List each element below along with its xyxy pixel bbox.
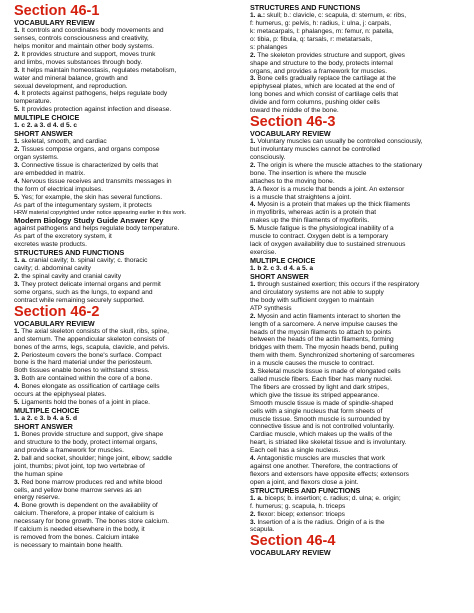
- answer-line: toward the middle of the bone.: [250, 107, 339, 115]
- answer-text: flexor: bicep; extensor: triceps: [255, 510, 345, 518]
- subsection-heading: VOCABULARY REVIEW: [250, 548, 331, 558]
- item-number: 3.: [250, 75, 256, 83]
- item-number: 2.: [14, 50, 20, 58]
- answer-line: long bones and which consist of cartilage cells that: [250, 91, 399, 99]
- answer-text: It provides structure and support, moves trunk: [19, 50, 156, 58]
- answer-line: k: metacarpals, l: phalanges, m: femur, n: patella,: [250, 28, 394, 36]
- answer-line: [14, 273, 242, 281]
- answer-line: [14, 328, 242, 336]
- answer-text: Skeletal muscle tissue is made of elongated cells: [255, 368, 401, 376]
- answer-line: against pathogens and helps regulate body temperature.: [14, 225, 180, 233]
- answer-text: biceps; b. insertion; c. radius; d. ulna; e. origin;: [262, 494, 401, 502]
- answer-line: [14, 27, 242, 35]
- answer-line: [14, 479, 242, 487]
- answer-line: bone. The insertion is where the muscle: [250, 169, 367, 177]
- answer-line: length of a sarcomere. A nerve impulse causes the: [250, 320, 398, 328]
- answer-text: The skeleton provides structure and support, gives: [255, 51, 405, 59]
- answer-line: [250, 511, 474, 519]
- item-number: 1.: [14, 27, 20, 35]
- answer-line: heart, is striated like skeletal tissue and is involuntary.: [250, 439, 407, 447]
- answer-line: [250, 313, 474, 321]
- answer-line: consciously.: [250, 154, 286, 161]
- item-number: 3.: [14, 162, 20, 170]
- answer-line: [250, 495, 474, 503]
- copyright-notice: HRW material copyrighted under notice appearing earlier in this work.: [14, 209, 187, 216]
- answer-line: open a joint, and flexors close a joint.: [250, 478, 359, 486]
- answer-line: contract while remaining securely supported.: [14, 296, 145, 304]
- answer-line: bones of the arms, legs, scapula, clavicle, and pelvis.: [14, 343, 170, 351]
- answer-line: [14, 194, 242, 202]
- item-number: 2.: [250, 51, 256, 59]
- answer-line: necessary for bone growth. The bones store calcium.: [14, 518, 169, 526]
- item-number: 1. a.: [250, 494, 263, 502]
- answer-line: f: humerus, g: pelvis, h: radius, i: ulna, j: carpals,: [250, 20, 392, 28]
- answer-line: organ systems.: [14, 154, 59, 162]
- answer-line: some organs, such as the lungs, to expand and: [14, 288, 153, 296]
- item-number: 3.: [14, 280, 20, 288]
- item-number: 1.: [14, 138, 20, 146]
- answer-line: makes up the thin filaments of myofibrils.: [250, 217, 370, 225]
- answer-line: calcium. Therefore, a proper intake of calcium is: [14, 510, 155, 518]
- item-number: 2.: [250, 161, 256, 169]
- answer-line: lack of oxygen availability due to sustained strenuous: [250, 240, 406, 248]
- answer-line: [250, 201, 474, 209]
- item-number: 2.: [250, 312, 256, 320]
- answer-line: bridges with them. The myosin heads bend, pulling: [250, 344, 399, 352]
- answer-line: and structure to the body, protect internal organs,: [14, 439, 158, 447]
- item-number: 1.: [250, 138, 256, 146]
- answer-line: 1. a 2. c 3. b 4. a 5. d: [14, 415, 78, 423]
- answer-line: against one another. Therefore, the contractions of: [250, 462, 398, 470]
- answer-line: heads of the myosin filaments to attach to points: [250, 328, 392, 336]
- answer-line: the human spine: [14, 470, 63, 478]
- answer-text: Myosin is a protein that makes up the thick filaments: [255, 201, 411, 209]
- answer-text: The origin is where the muscle attaches to the stationary: [255, 161, 423, 169]
- answer-line: bone is the hard material under the periosteum.: [14, 359, 153, 367]
- answer-line: f. humerus; g. scapula, h. triceps: [250, 502, 346, 510]
- answer-line: [250, 186, 474, 194]
- answer-line: [250, 52, 474, 60]
- answer-line: occurs at the epiphyseal plates.: [14, 391, 107, 399]
- answer-line: scapula.: [250, 526, 275, 534]
- answer-line: epiphyseal plates, which are located at the end of: [250, 83, 395, 91]
- answer-line: [14, 178, 242, 186]
- answer-line: and limbs, moves substances through body.: [14, 58, 143, 66]
- item-number: 2.: [250, 510, 256, 518]
- answer-text: Connective tissue is characterized by cells that: [19, 162, 159, 170]
- answer-line: [250, 281, 474, 289]
- answer-line: [14, 257, 242, 265]
- answer-text: Nervous tissue receives and transmits messages in: [19, 178, 172, 186]
- answer-line: and sternum. The appendicular skeleton consists of: [14, 335, 165, 343]
- item-number: 2.: [14, 146, 20, 154]
- answer-line: flexors and extensors have opposite effects; extensors: [250, 470, 409, 478]
- answer-line: is removed from the bones. Calcium intake: [14, 533, 139, 541]
- answer-line: and circulatory systems are not able to supply: [250, 289, 384, 296]
- answer-line: [14, 502, 242, 510]
- answer-text: It provides protection against infection and disease.: [19, 106, 172, 114]
- section-heading: Section 46-4: [250, 533, 336, 550]
- subsection-heading: SHORT ANSWER: [250, 271, 309, 281]
- answer-text: A flexor is a muscle that bends a joint. An extensor: [255, 185, 405, 193]
- answer-line: called muscle fibers. Each fiber has many nuclei.: [250, 375, 393, 383]
- answer-line: [14, 375, 242, 383]
- subsection-heading: STRUCTURES AND FUNCTIONS: [14, 247, 125, 257]
- answer-line: [250, 75, 474, 83]
- item-number: 5.: [250, 225, 256, 233]
- answer-text: Insertion of a is the radius. Origin of a is the: [255, 518, 385, 526]
- item-number: 4.: [14, 90, 20, 98]
- answer-line: [250, 138, 474, 146]
- answer-line: is a muscle that straightens a joint.: [250, 193, 352, 201]
- item-number: 3.: [250, 518, 256, 526]
- answer-text: ball and socket, shoulder; hinge joint, elbow; saddle: [19, 454, 172, 462]
- answer-text: Red bone marrow produces red and white blood: [19, 478, 163, 486]
- answer-line: 1. c 2. a 3. d 4. d 5. c: [14, 122, 78, 130]
- answer-line: [250, 519, 474, 527]
- item-number: 1. a.: [14, 257, 27, 265]
- answer-line: [14, 431, 242, 439]
- answer-line: shape and structure to the body, protects internal: [250, 59, 393, 67]
- answer-line: ATP synthesis: [250, 304, 292, 312]
- section-heading: Section 46-3: [250, 113, 336, 130]
- answer-line: [250, 455, 474, 463]
- answer-line: 1. b 2. c 3. d 4. a 5. a: [250, 264, 314, 272]
- answer-line: [14, 90, 242, 98]
- subsection-heading: STRUCTURES AND FUNCTIONS: [250, 3, 361, 12]
- answer-line: cells, and yellow bone marrow serves as an: [14, 486, 142, 494]
- answer-line: [14, 146, 242, 154]
- answer-line: are embedded in matrix.: [14, 170, 86, 178]
- subsection-heading: STRUCTURES AND FUNCTIONS: [250, 485, 361, 495]
- subsection-heading: MULTIPLE CHOICE: [250, 255, 316, 265]
- item-number: 3.: [14, 478, 20, 486]
- answer-line: divide and form columns, pushing older cells: [250, 99, 380, 107]
- answer-line: [14, 162, 242, 170]
- answer-text: skull; b.: clavicle, c: scapula, d: sternum, e: ribs,: [265, 12, 407, 20]
- answer-text: Bones provide structure and support, give shape: [19, 431, 164, 439]
- answer-line: [14, 383, 242, 391]
- item-number: 2.: [14, 454, 20, 462]
- answer-line: is necessary to maintain bone health.: [14, 541, 123, 549]
- item-number: 5.: [14, 193, 20, 201]
- item-number: 3.: [14, 375, 20, 383]
- section-heading: Section 46-2: [14, 303, 100, 320]
- answer-line: exercise.: [250, 248, 277, 256]
- item-number: 2.: [14, 351, 20, 359]
- answer-text: cranial cavity; b. spinal cavity; c. thoracic: [26, 257, 148, 265]
- answer-text: They protect delicate internal organs and permit: [19, 280, 161, 288]
- answer-line: The fibers are crossed by light and dark stripes,: [250, 383, 389, 391]
- answer-line: helps monitor and maintain other body systems.: [14, 43, 155, 51]
- answer-text: Bone cells gradually replace the cartilage at the: [255, 75, 396, 83]
- item-number: 3.: [250, 368, 256, 376]
- answer-line: [14, 67, 242, 75]
- answer-line: joint, thumbs; pivot joint, top two vertebrae of: [14, 462, 145, 470]
- answer-line: o: tibia, p: fibula, q: tarsals, r: metatarsals,: [250, 35, 373, 43]
- answer-text: Muscle fatigue is the physiological inability of a: [255, 225, 394, 233]
- answer-line: [14, 51, 242, 59]
- answer-line: organs, and provides a framework for muscles.: [250, 67, 388, 75]
- answer-line: [14, 455, 242, 463]
- subsection-heading: MULTIPLE CHOICE: [14, 405, 80, 415]
- subsection-heading: SHORT ANSWER: [14, 129, 73, 139]
- answer-text: Antagonistic muscles are muscles that work: [255, 455, 385, 463]
- answer-line: [250, 368, 474, 376]
- answer-line: Each cell has a single nucleus.: [250, 447, 341, 455]
- answer-key-title: Modern Biology Study Guide Answer Key: [14, 215, 164, 225]
- right-column: [250, 4, 474, 558]
- answer-line: As part of the excretory system, it: [14, 233, 112, 241]
- answer-line: As part of the integumentary system, it protects: [14, 201, 152, 209]
- answer-text: Bone growth is dependent on the availability of: [19, 502, 158, 510]
- answer-line: the form of electrical impulses.: [14, 185, 104, 193]
- item-number: 4.: [14, 383, 20, 391]
- left-column: [14, 4, 242, 550]
- answer-line: muscle tissue. Smooth muscle is surrounded by: [250, 415, 390, 423]
- subsection-heading: VOCABULARY REVIEW: [250, 128, 331, 138]
- answer-text: skeletal, smooth, and cardiac: [19, 138, 107, 146]
- subsection-heading: VOCABULARY REVIEW: [14, 318, 95, 328]
- item-number: 4.: [250, 201, 256, 209]
- answer-line: connective tissue and is not controlled voluntarily.: [250, 423, 395, 431]
- answer-line: sexual development, and reproduction.: [14, 82, 128, 90]
- answer-line: attaches to the moving bone.: [250, 177, 335, 185]
- answer-line: [14, 281, 242, 289]
- item-number: 1.: [250, 281, 256, 289]
- item-number: 3.: [250, 185, 256, 193]
- subsection-heading: VOCABULARY REVIEW: [14, 18, 95, 27]
- answer-text: Ligaments hold the bones of a joint in place.: [19, 398, 150, 406]
- answer-line: [14, 138, 242, 146]
- answer-text: Bones elongate as ossification of cartilage cells: [19, 383, 160, 391]
- answer-line: [250, 225, 474, 233]
- answer-line: in a muscle causes the muscle to contract.: [250, 360, 375, 368]
- item-number: 4.: [250, 455, 256, 463]
- item-number: 1.: [14, 431, 20, 439]
- answer-line: s: phalanges: [250, 43, 288, 51]
- answer-text: Myosin and actin filaments interact to shorten the: [255, 312, 401, 320]
- answer-line: but involuntary muscles cannot be controlled: [250, 146, 381, 154]
- item-number: 4.: [14, 178, 20, 186]
- item-number: 4.: [14, 502, 20, 510]
- answer-text: Voluntary muscles can usually be controlled consciously,: [255, 138, 423, 146]
- answer-line: Both tissues enable bones to withstand stress.: [14, 367, 150, 375]
- answer-line: muscle to contract. Oxygen debt is a temporary: [250, 233, 389, 241]
- item-number: 2.: [14, 272, 20, 280]
- answer-line: them with them. Synchronized shortening of sarcomeres: [250, 352, 415, 360]
- answer-line: which give the tissue its striped appearance.: [250, 391, 380, 399]
- answer-line: senses, controls consciousness and creativity,: [14, 35, 149, 43]
- answer-line: [250, 12, 474, 20]
- item-number: 1.: [14, 327, 20, 335]
- section-heading: Section 46-1: [14, 3, 100, 19]
- item-number: 1. a.:: [250, 12, 266, 20]
- answer-line: water and mineral balance, growth and: [14, 74, 128, 82]
- answer-text: the spinal cavity and cranial cavity: [19, 272, 122, 280]
- answer-line: cavity; d. abdominal cavity: [14, 265, 91, 273]
- answer-line: energy reserve.: [14, 494, 60, 502]
- answer-line: and provide a framework for muscles.: [14, 446, 124, 454]
- answer-line: in myofibrils, whereas actin is a protein that: [250, 209, 377, 217]
- answer-line: [14, 352, 242, 360]
- answer-text: It protects against pathogens, helps regulate body: [19, 90, 168, 98]
- answer-text: Both are contained within the core of a bone.: [19, 375, 153, 383]
- item-number: 5.: [14, 106, 20, 114]
- answer-line: Smooth muscle tissue is made of spindle-shaped: [250, 399, 394, 407]
- answer-text: Periosteum covers the bone's surface. Compact: [19, 351, 162, 359]
- answer-line: Cardiac muscle, which makes up the walls of the: [250, 431, 393, 439]
- answer-line: excretes waste products.: [14, 241, 87, 249]
- answer-text: It controls and coordinates body movements and: [19, 27, 164, 35]
- item-number: 5.: [14, 398, 20, 406]
- answer-text: It helps maintain homeostasis, regulates metabolism,: [19, 66, 177, 74]
- answer-line: If calcium is needed elsewhere in the body, it: [14, 526, 145, 534]
- answer-line: [250, 162, 474, 170]
- answer-text: through sustained exertion; this occurs if the respiratory: [255, 281, 420, 289]
- subsection-heading: SHORT ANSWER: [14, 421, 73, 431]
- answer-line: temperature.: [14, 98, 52, 106]
- answer-line: the body with sufficient oxygen to maintain: [250, 296, 374, 304]
- answer-line: between the heads of the actin filaments, forming: [250, 336, 394, 344]
- item-number: 3.: [14, 66, 20, 74]
- answer-line: cells with a single nucleus that form sheets of: [250, 407, 383, 415]
- answer-text: Tissues compose organs, and organs compose: [19, 146, 160, 154]
- subsection-heading: MULTIPLE CHOICE: [14, 113, 80, 123]
- answer-text: The axial skeleton consists of the skull, ribs, spine,: [19, 327, 169, 335]
- answer-text: Yes; for example, the skin has several functions.: [19, 193, 163, 201]
